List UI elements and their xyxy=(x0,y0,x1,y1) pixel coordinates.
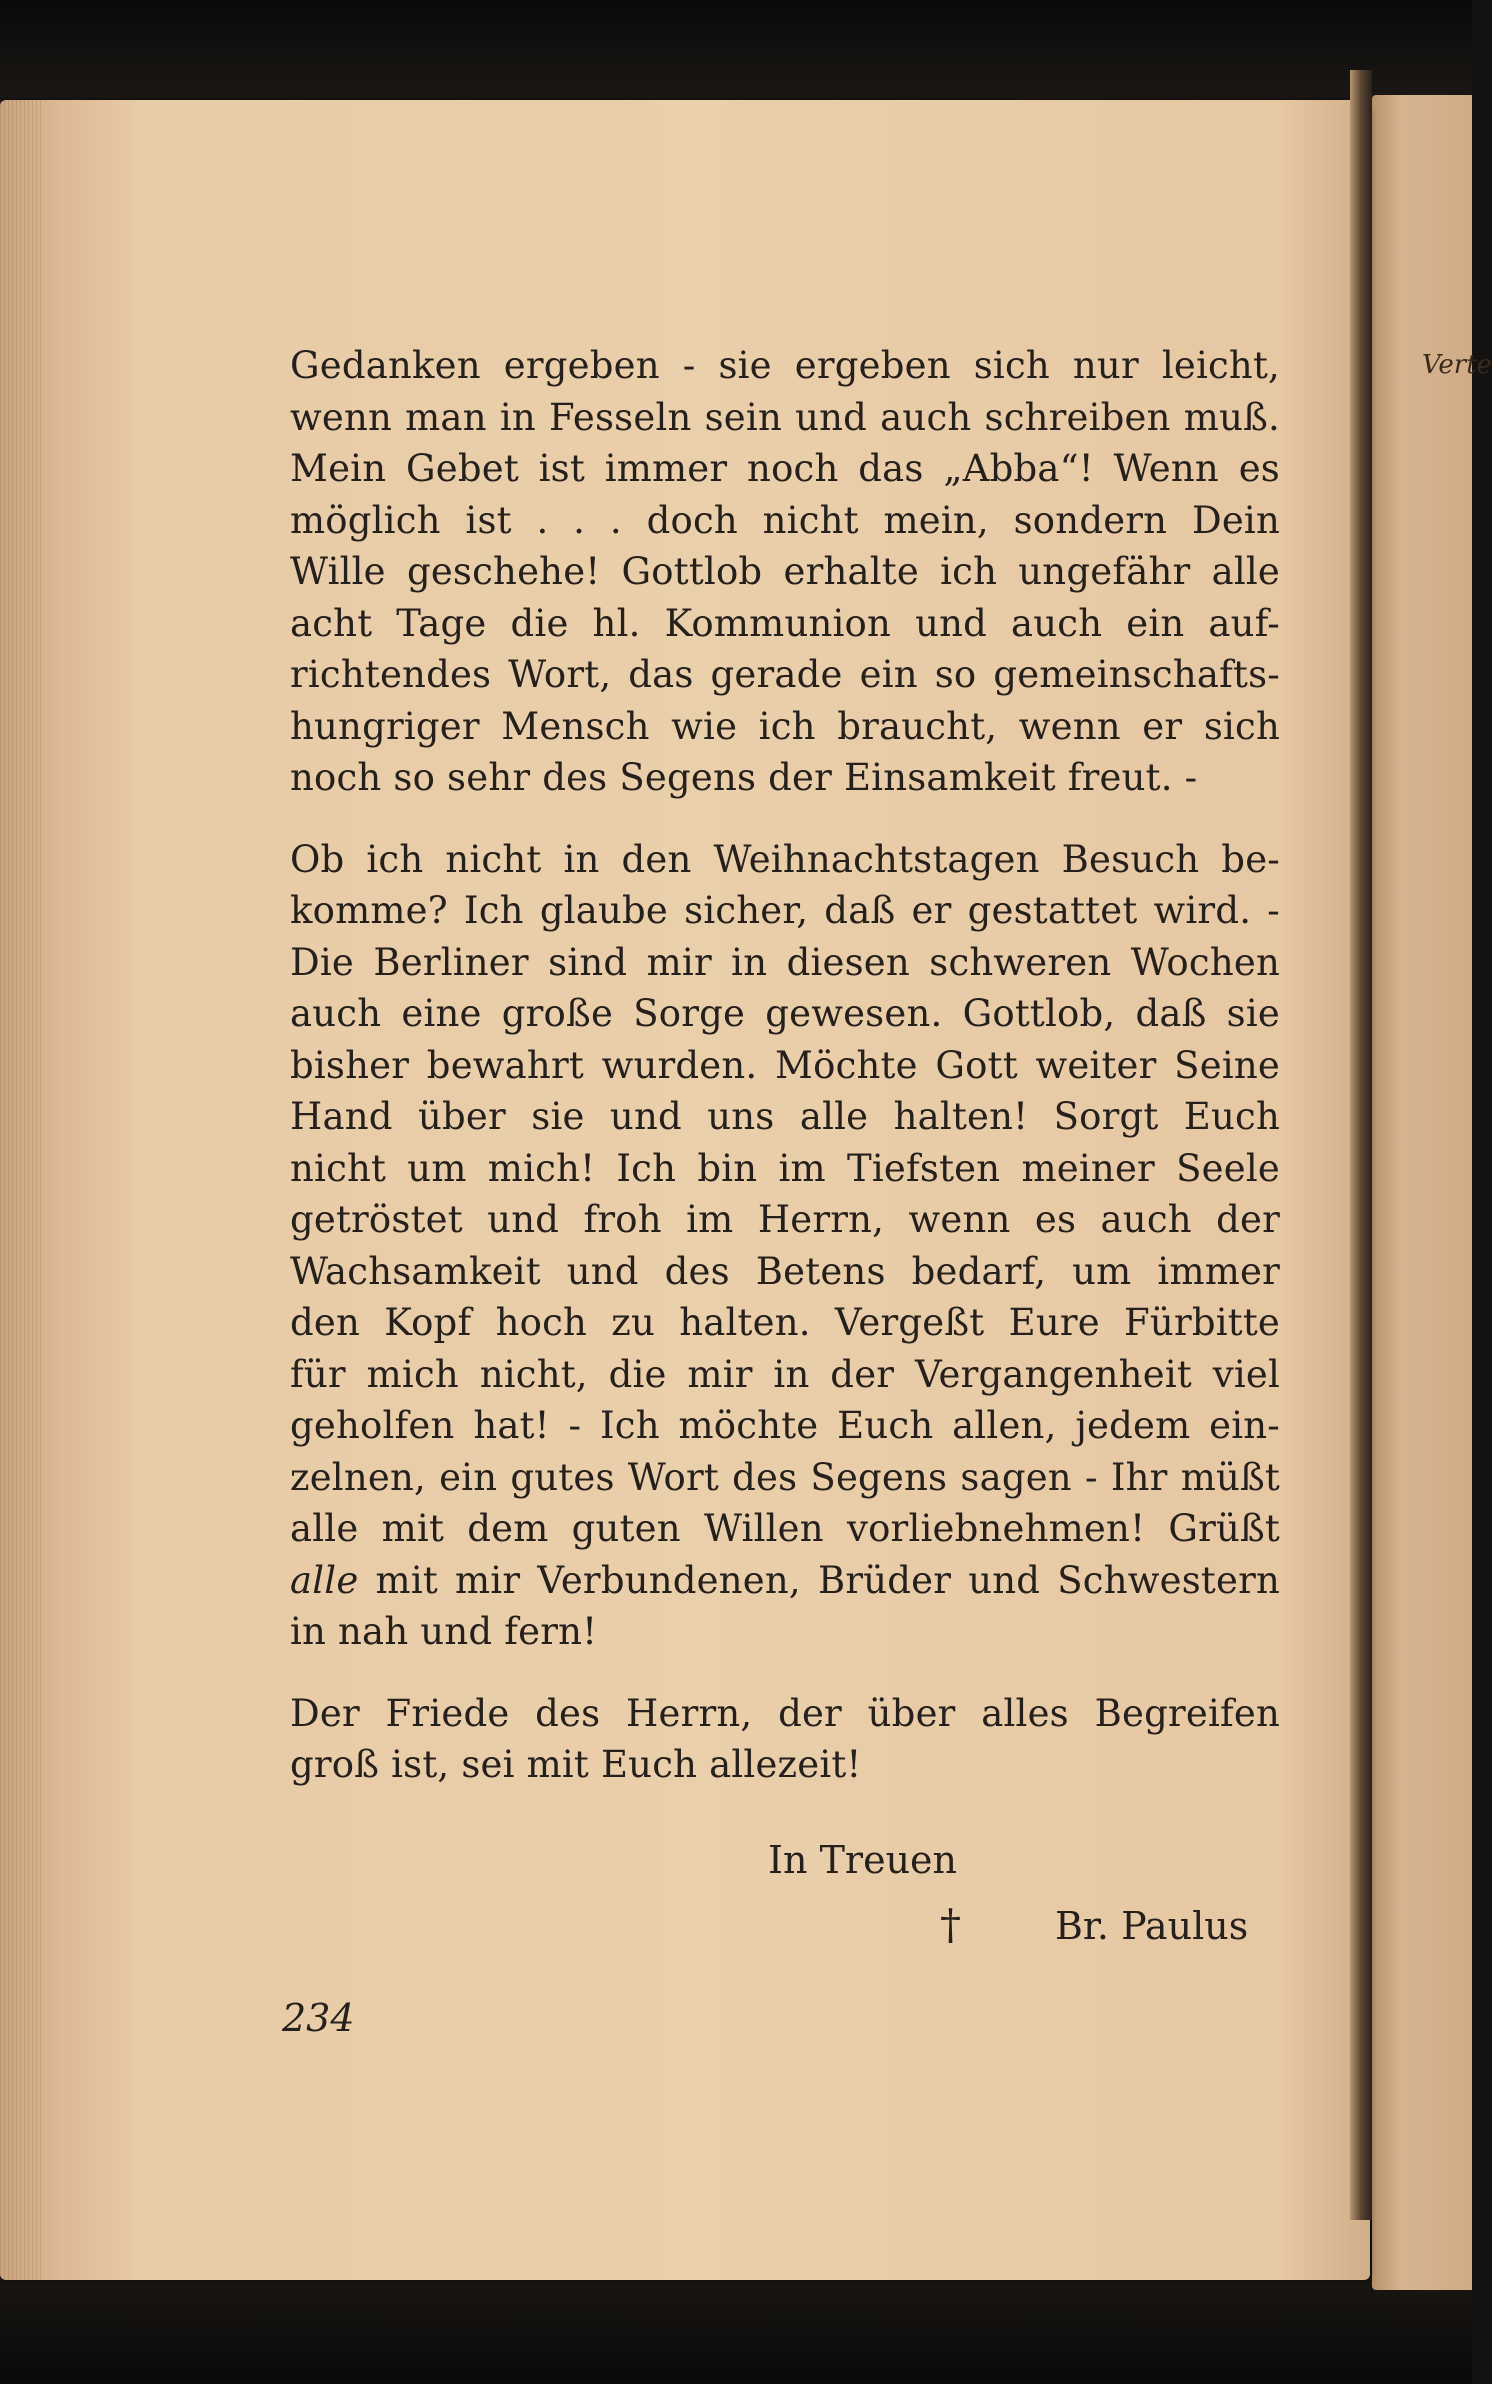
signature: Br. Paulus xyxy=(1055,1904,1249,1948)
paragraph-3 xyxy=(290,1688,1280,1791)
text-line: Gedanken ergeben - sie ergeben sich nur leicht, xyxy=(290,344,1280,387)
text-line: alle mit dem guten Willen vorliebnehmen! Grüßt xyxy=(290,1507,1280,1550)
cross-symbol: † xyxy=(940,1900,961,1949)
text-line: Mein Gebet ist immer noch das „Abba“! Wenn es xyxy=(290,447,1280,490)
text-line: bisher bewahrt wurden. Möchte Gott weiter Seine xyxy=(290,1043,1280,1087)
text-line: noch so sehr des Segens der Einsamkeit freut. - xyxy=(290,756,1198,799)
text-line: in nah und fern! xyxy=(290,1610,598,1653)
text-line: geholfen hat! - Ich möchte Euch allen, jedem ein- xyxy=(290,1404,1280,1447)
text-line: Wachsamkeit und des Betens bedarf, um immer xyxy=(290,1249,1280,1293)
text-line: Wille geschehe! Gottlob erhalte ich ungefähr alle xyxy=(290,550,1280,593)
text-line: hungriger Mensch wie ich braucht, wenn er sich xyxy=(290,704,1280,748)
text-line: Hand über sie und uns alle halten! Sorgt Euch xyxy=(290,1095,1280,1138)
page-number: 234 xyxy=(282,1996,355,2040)
facing-page-text: Verte xyxy=(1422,350,1492,380)
text-line: für mich nicht, die mir in der Vergangenheit viel xyxy=(290,1352,1280,1396)
text-line: groß ist, sei mit Euch allezeit! xyxy=(290,1743,862,1786)
text-line: den Kopf hoch zu halten. Vergeßt Eure Fürbitte xyxy=(290,1301,1280,1344)
text-line: Ob ich nicht in den Weihnachtstagen Besuch be- xyxy=(290,837,1280,881)
text-line: auch eine große Sorge gewesen. Gottlob, daß sie xyxy=(290,992,1280,1035)
text-line: zelnen, ein gutes Wort des Segens sagen - Ihr müßt xyxy=(290,1455,1280,1499)
page-edges xyxy=(0,100,44,2280)
text-line: acht Tage die hl. Kommunion und auch ein auf- xyxy=(290,601,1280,645)
text-line: komme? Ich glaube sicher, daß er gestattet wird. - xyxy=(290,889,1280,932)
paragraph-2 xyxy=(290,834,1280,1658)
text-line: getröstet und froh im Herrn, wenn es auch der xyxy=(290,1198,1280,1241)
background-bottom xyxy=(0,2270,1472,2384)
emphasized-word: alle xyxy=(290,1558,359,1602)
text-line: Der Friede des Herrn, der über alles Begreifen xyxy=(290,1691,1280,1735)
text-line: Die Berliner sind mir in diesen schweren Wochen xyxy=(290,940,1280,984)
book-gutter xyxy=(1350,70,1372,2220)
letter-body xyxy=(290,340,1280,1791)
paragraph-1 xyxy=(290,340,1280,804)
text-line: richtendes Wort, das gerade ein so gemeinschafts- xyxy=(290,653,1280,696)
text-line: möglich ist . . . doch nicht mein, sondern Dein xyxy=(290,498,1280,542)
text-line-emphasis xyxy=(290,1555,1280,1607)
closing-salutation: In Treuen xyxy=(768,1838,957,1882)
facing-page xyxy=(1372,95,1472,2290)
background-top xyxy=(0,0,1472,110)
text-line-rest: mit mir Verbundenen, Brüder und Schwestern xyxy=(358,1558,1280,1602)
text-line: wenn man in Fesseln sein und auch schreiben muß. xyxy=(290,395,1280,439)
text-line: nicht um mich! Ich bin im Tiefsten meiner Seele xyxy=(290,1146,1280,1190)
